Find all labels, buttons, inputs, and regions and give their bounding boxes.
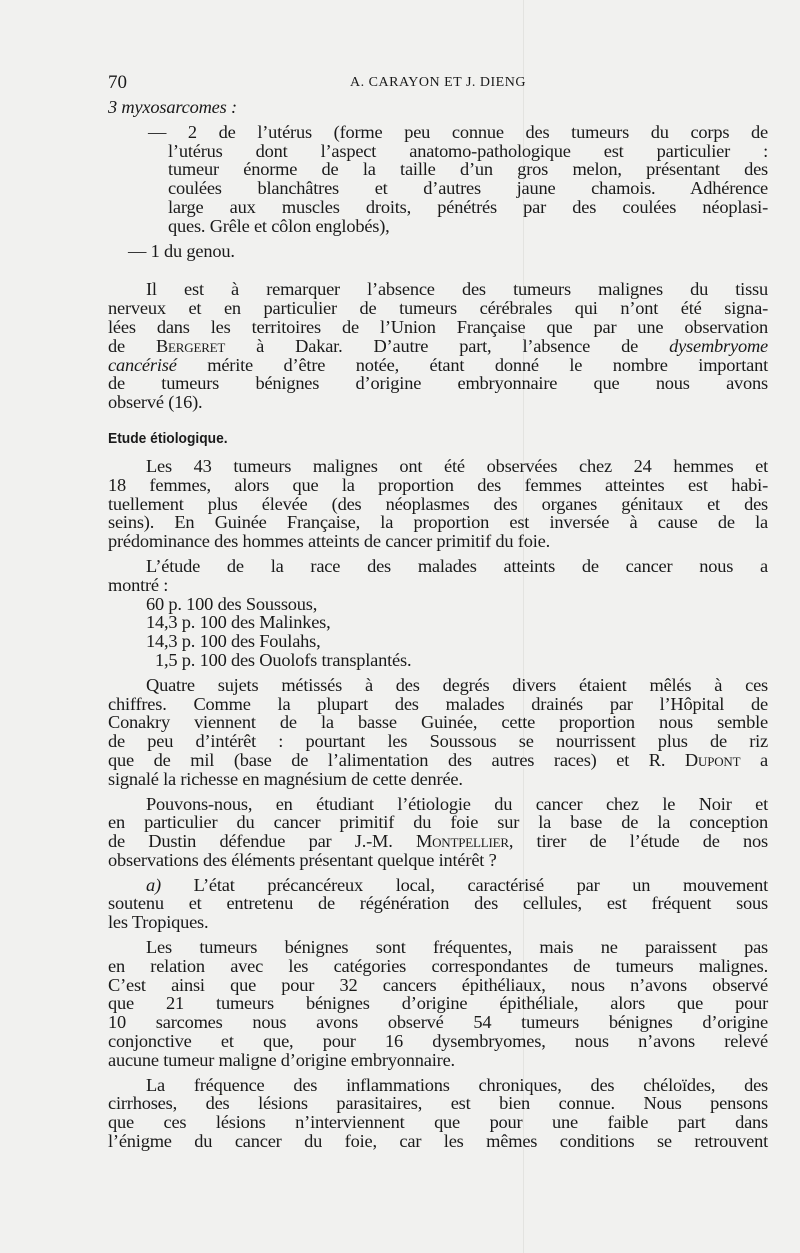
text-line: aucune tumeur maligne d’origine embryonnaire. xyxy=(108,1049,455,1070)
text-line xyxy=(108,98,768,117)
text-line: tuellement plus élevée (des néoplasmes des organes génitaux et des xyxy=(108,493,768,514)
text-line xyxy=(108,832,768,851)
text-line: en particulier du cancer primitif du foie sur la base de la conception xyxy=(108,812,768,833)
text-line: Les 43 tumeurs malignes ont été observées chez 24 hemmes et xyxy=(146,455,768,476)
text-line: l’énigme du cancer du foie, car les mêmes conditions se retrouvent xyxy=(108,1131,768,1152)
text-line: L’étude de la race des malades atteints de cancer nous a xyxy=(146,555,768,576)
paragraph xyxy=(108,795,768,870)
list-block xyxy=(108,595,768,670)
text-line: Quatre sujets métissés à des degrés divers étaient mêlés à ces xyxy=(146,674,768,695)
text-line: coulées blanchâtres et d’autres jaune chamois. Adhérence xyxy=(168,178,768,199)
text-line: Conakry viennent de la basse Guinée, cette proportion nous semble xyxy=(108,712,768,733)
text-line: nerveux et en particulier de tumeurs cérébrales qui n’ont été signa- xyxy=(108,298,768,319)
text-line xyxy=(108,337,768,356)
italic-text: dysembryome xyxy=(669,335,769,356)
text-line: soutenu et entretenu de régénération des cellules, est fréquent sous xyxy=(108,893,768,914)
paragraph xyxy=(108,676,768,789)
text-line: Il est à remarquer l’absence des tumeurs malignes du tissu xyxy=(146,279,768,300)
text-line: de tumeurs bénignes d’origine embryonnaire que nous avons xyxy=(108,373,768,394)
page-header xyxy=(108,72,768,94)
text-line: Les tumeurs bénignes sont fréquentes, mais ne paraissent pas xyxy=(146,937,768,958)
italic-text: a) xyxy=(146,874,161,895)
text-line: les Tropiques. xyxy=(108,912,209,933)
text-line: observations des éléments présentant quelque intérêt ? xyxy=(108,849,497,870)
author-name: Dupont xyxy=(684,749,741,770)
list-item: 60 p. 100 des Soussous, xyxy=(146,593,318,614)
text-line: large aux muscles droits, pénétrés par des coulées néoplasi- xyxy=(168,196,768,217)
italic-text: 3 myxosarcomes : xyxy=(108,97,237,117)
page-number: 70 xyxy=(108,72,127,93)
text-line: — 1 du genou. xyxy=(128,240,235,261)
paragraph xyxy=(108,876,768,932)
paragraph xyxy=(108,280,768,412)
text-line: 10 sarcomes nous avons observé 54 tumeurs bénignes d’origine xyxy=(108,1012,768,1033)
text-span: mérite d’être notée, étant donné le nombre important xyxy=(176,354,768,375)
text-line: — 2 de l’utérus (forme peu connue des tumeurs du corps de xyxy=(148,121,768,142)
paragraph xyxy=(108,242,768,261)
list-item: 1,5 p. 100 des Ouolofs transplantés. xyxy=(146,649,412,670)
section-heading: Etude étiologique. xyxy=(108,429,228,447)
text-span: de Dustin défendue par J.-M. xyxy=(108,831,416,852)
text-line: prédominance des hommes atteints de cancer primitif du foie. xyxy=(108,531,550,552)
text-line: tumeur énorme de la taille d’un gros melon, présentant des xyxy=(168,159,768,180)
text-line: seins). En Guinée Française, la proportion est inversée à cause de la xyxy=(108,512,768,533)
text-line: La fréquence des inflammations chroniques, des chéloïdes, des xyxy=(146,1074,768,1095)
text-line: signalé la richesse en magnésium de cette denrée. xyxy=(108,768,463,789)
list-item: 14,3 p. 100 des Foulahs, xyxy=(146,631,321,652)
paragraph xyxy=(108,1076,768,1151)
paragraph xyxy=(108,123,768,236)
running-title: A. CARAYON ET J. DIENG xyxy=(350,75,526,90)
text-line xyxy=(108,876,768,895)
text-line: conjonctive et que, pour 16 dysembryomes, nous n’avons relevé xyxy=(108,1031,768,1052)
text-span: à Dakar. D’autre part, l’absence de xyxy=(225,335,670,356)
author-name: Montpellier xyxy=(415,831,509,852)
text-line: C’est ainsi que pour 32 cancers épithéliaux, nous n’avons observé xyxy=(108,974,768,995)
text-span: de xyxy=(108,335,156,356)
text-line xyxy=(108,751,768,770)
page-body xyxy=(108,98,768,1157)
italic-text: cancérisé xyxy=(108,354,177,375)
text-line: 18 femmes, alors que la proportion des femmes atteintes est habi- xyxy=(108,474,768,495)
paragraph xyxy=(108,98,768,117)
text-line: l’utérus dont l’aspect anatomo-pathologique est particulier : xyxy=(168,140,768,161)
paragraph xyxy=(108,457,768,551)
paragraph xyxy=(108,557,768,595)
text-span: que de mil (base de l’alimentation des autres races) et R. xyxy=(108,749,685,770)
text-line: en relation avec les catégories correspondantes de tumeurs malignes. xyxy=(108,955,768,976)
text-line: ques. Grêle et côlon englobés), xyxy=(168,215,390,236)
text-line: chiffres. Comme la plupart des malades drainés par l’Hôpital de xyxy=(108,693,768,714)
text-line: de peu d’intérêt : pourtant les Soussous se nourrissent plus de riz xyxy=(108,731,768,752)
text-line: que ces lésions n’interviennent que pour une faible part dans xyxy=(108,1112,768,1133)
list-item: 14,3 p. 100 des Malinkes, xyxy=(146,612,331,633)
text-line: lées dans les territoires de l’Union Française que par une observation xyxy=(108,316,768,337)
text-line: montré : xyxy=(108,574,169,595)
text-line: observé (16). xyxy=(108,392,203,413)
text-line: Pouvons-nous, en étudiant l’étiologie du cancer chez le Noir et xyxy=(146,793,768,814)
text-span: , tirer de l’étude de nos xyxy=(508,831,768,852)
text-span: L’état précancéreux local, caractérisé par un mouvement xyxy=(160,874,768,895)
author-name: Bergeret xyxy=(155,335,226,356)
text-line xyxy=(108,356,768,375)
text-span: a xyxy=(740,749,768,770)
text-line: cirrhoses, des lésions parasitaires, est bien connue. Nous pensons xyxy=(108,1093,768,1114)
paragraph xyxy=(108,938,768,1070)
text-line: que 21 tumeurs bénignes d’origine épithéliale, alors que pour xyxy=(108,993,768,1014)
